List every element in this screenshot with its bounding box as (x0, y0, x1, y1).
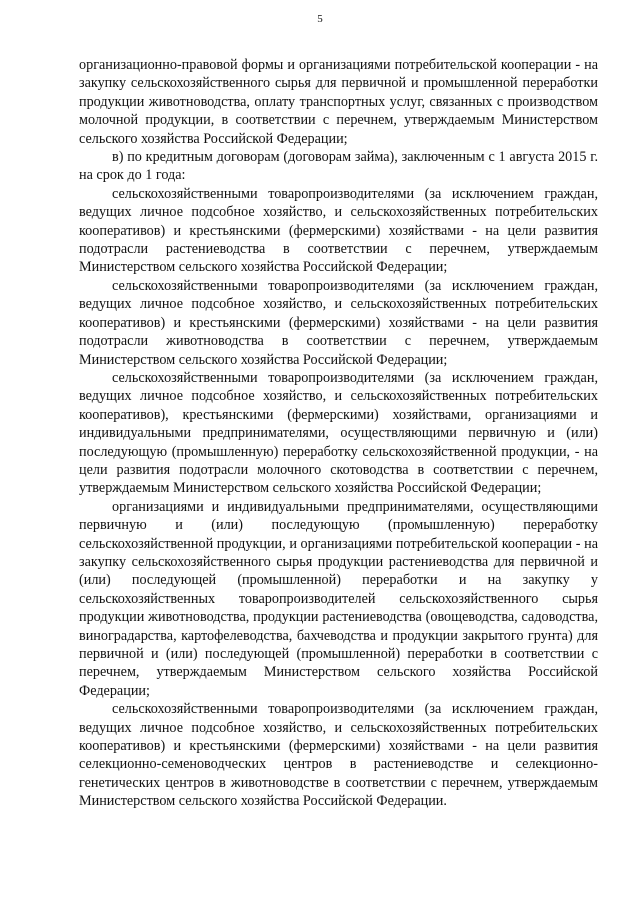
paragraph-dairy-cattle: сельскохозяйственными товаропроизводителями (за исключением граждан, ведущих личное подсобное хозяйство, и сельскохозяйственных потребительских кооперативов), крестьянскими (фермерскими) хозяйствами, организациями и индивидуальными предпринимателями, осуществляющими первичную и (или) последующую (промышленную) переработку сельскохозяйственной продукции, - на цели развития подотрасли молочного скотоводства в соответствии с перечнем, утверждаемым Министерством сельского хозяйства Российской Федерации; (79, 369, 598, 497)
page-number: 5 (317, 13, 323, 25)
paragraph-breeding-centers: сельскохозяйственными товаропроизводителями (за исключением граждан, ведущих личное подсобное хозяйство, и сельскохозяйственных потребительских кооперативов) и крестьянскими (фермерскими) хозяйствами - на цели развития селекционно-семеноводческих центров в растениеводстве и селекционно-генетических центров в животноводстве в соответствии с перечнем, утверждаемым Министерством сельского хозяйства Российской Федерации. (79, 701, 598, 810)
paragraph-processing-organizations: организациями и индивидуальными предпринимателями, осуществляющими первичную и (или) последующую (промышленную) переработку сельскохозяйственной продукции, и организациями потребительской кооперации - на закупку сельскохозяйственного сырья продукции растениеводства для первичной и (или) последующей (промышленной) переработки и на закупку у сельскохозяйственных товаропроизводителей сельскохозяйственного сырья продукции животноводства, продукции растениеводства (овощеводства, садоводства, виноградарства, картофелеводства, бахчеводства и продукции закрытого грунта) для первичной и (или) последующей (промышленной) переработки в соответствии с перечнем, утверждаемым Министерством сельского хозяйства Российской Федерации; (79, 498, 598, 699)
paragraph-crop-production: сельскохозяйственными товаропроизводителями (за исключением граждан, ведущих личное подсобное хозяйство, и сельскохозяйственных потребительских кооперативов) и крестьянскими (фермерскими) хозяйствами - на цели развития подотрасли растениеводства в соответствии с перечнем, утверждаемым Министерством сельского хозяйства Российской Федерации; (79, 185, 598, 276)
paragraph-continuation: организационно-правовой формы и организациями потребительской кооперации - на закупку сельскохозяйственного сырья для первичной и промышленной переработки продукции животноводства, оплату транспортных услуг, связанных с производством молочной продукции, в соответствии с перечнем, утверждаемым Министерством сельского хозяйства Российской Федерации; (79, 57, 598, 147)
document-body (79, 56, 598, 811)
paragraph-livestock: сельскохозяйственными товаропроизводителями (за исключением граждан, ведущих личное подсобное хозяйство, и сельскохозяйственных потребительских кооперативов) и крестьянскими (фермерскими) хозяйствами - на цели развития подотрасли животноводства в соответствии с перечнем, утверждаемым Министерством сельского хозяйства Российской Федерации; (79, 277, 598, 368)
paragraph-subitem-v: в) по кредитным договорам (договорам займа), заключенным с 1 августа 2015 г. на срок до 1 года: (79, 149, 598, 184)
